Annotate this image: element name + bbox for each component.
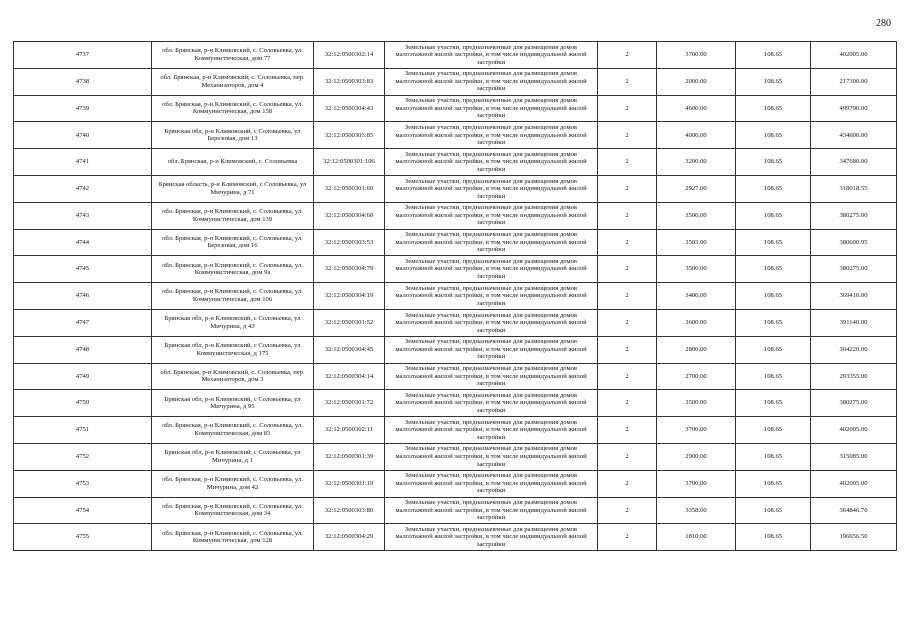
cadastral-value-cell: 369410.00: [811, 283, 897, 310]
table-row: [14, 229, 897, 256]
area-cell: 4000.00: [657, 122, 736, 149]
table-row: [14, 524, 897, 551]
land-use-cell: Земельные участки, предназначенные для размещения домов малоэтажной жилой застройки, в том числе индивидуальной жилой застройки: [385, 202, 598, 229]
address-cell: обл. Брянская, р-н Климовский, с. Соловьевка, ул. Коммунистическая, дом 83: [152, 417, 314, 444]
cadastral-number-cell: 32:12:0500302:14: [314, 42, 385, 69]
category-cell: 2: [598, 256, 657, 283]
unit-value-cell: 108.65: [736, 95, 811, 122]
table-row: [14, 283, 897, 310]
address-cell: обл. Брянская, р-н Климовский, с. Соловьевка, ул. Коммунистическая, дом 139: [152, 202, 314, 229]
address-cell: обл. Брянская, р-н Климовский, с. Соловьевка, ул. Коммунистическая, дом 9а: [152, 256, 314, 283]
category-cell: 2: [598, 229, 657, 256]
area-cell: 3700.00: [657, 42, 736, 69]
cadastral-value-cell: 434600.00: [811, 122, 897, 149]
address-cell: обл. Брянская, р-н Климовский, с. Соловьевка, ул. Березовая, дом 16: [152, 229, 314, 256]
category-cell: 2: [598, 283, 657, 310]
cadastral-value-cell: 217300.00: [811, 68, 897, 95]
unit-value-cell: 108.65: [736, 122, 811, 149]
unit-value-cell: 108.65: [736, 443, 811, 470]
address-cell: Брянская область, р-н Климовский, с Соловьевка, ул Мичурина, д 71: [152, 175, 314, 202]
cadastral-value-cell: 402005.00: [811, 470, 897, 497]
row-number-cell: 4750: [14, 390, 152, 417]
area-cell: 3700.00: [657, 470, 736, 497]
area-cell: 2900.00: [657, 443, 736, 470]
address-cell: Брянская обл, р-н Климовский, с Соловьевка, ул Мичурина, д 43: [152, 309, 314, 336]
table-row: [14, 470, 897, 497]
address-cell: обл. Брянская, р-н Климовский, с. Соловьевка, ул. Коммунистическая, дом 128: [152, 524, 314, 551]
cadastral-value-cell: 380600.95: [811, 229, 897, 256]
category-cell: 2: [598, 497, 657, 524]
unit-value-cell: 108.65: [736, 309, 811, 336]
category-cell: 2: [598, 417, 657, 444]
unit-value-cell: 108.65: [736, 417, 811, 444]
category-cell: 2: [598, 68, 657, 95]
cadastral-number-cell: 32:12:0500301:106: [314, 149, 385, 176]
land-use-cell: Земельные участки, предназначенные для размещения домов малоэтажной жилой застройки, в том числе индивидуальной жилой застройки: [385, 122, 598, 149]
address-cell: обл. Брянская, р-н Климовский, с. Соловьевка, пер. Механизаторов, дом 3: [152, 363, 314, 390]
table-body: [14, 42, 897, 551]
cadastral-number-cell: 32:12:0500304:29: [314, 524, 385, 551]
address-cell: обл. Брянская, р-н Климовский, с. Соловьевка, ул. Коммунистическая, дом 158: [152, 95, 314, 122]
address-cell: обл. Брянская, р-н Климовский, с. Соловьевка, ул. Мичурина, дом 42: [152, 470, 314, 497]
row-number-cell: 4742: [14, 175, 152, 202]
table-row: [14, 122, 897, 149]
area-cell: 3500.00: [657, 256, 736, 283]
address-cell: обл. Брянская, р-н Климовский, с. Соловьевка: [152, 149, 314, 176]
land-use-cell: Земельные участки, предназначенные для размещения домов малоэтажной жилой застройки, в том числе индивидуальной жилой застройки: [385, 497, 598, 524]
table-row: [14, 256, 897, 283]
land-use-cell: Земельные участки, предназначенные для размещения домов малоэтажной жилой застройки, в том числе индивидуальной жилой застройки: [385, 390, 598, 417]
table-row: [14, 309, 897, 336]
cadastral-number-cell: 32:12:0500301:72: [314, 390, 385, 417]
area-cell: 2000.00: [657, 68, 736, 95]
unit-value-cell: 108.65: [736, 336, 811, 363]
area-cell: 3500.00: [657, 390, 736, 417]
address-cell: обл. Брянская, р-н Климовский, с. Соловьевка, пер. Механизаторов, дом 4: [152, 68, 314, 95]
cadastral-value-cell: 380275.00: [811, 256, 897, 283]
category-cell: 2: [598, 202, 657, 229]
table-row: [14, 363, 897, 390]
table-row: [14, 443, 897, 470]
row-number-cell: 4748: [14, 336, 152, 363]
row-number-cell: 4739: [14, 95, 152, 122]
unit-value-cell: 108.65: [736, 524, 811, 551]
address-cell: Брянская обл, р-н Климовский, с Соловьевка, ул Березовая, дом 13: [152, 122, 314, 149]
address-cell: обл. Брянская, р-н Климовский, с. Соловьевка, ул. Коммунистическая, дом 106: [152, 283, 314, 310]
cadastral-value-cell: 347680.00: [811, 149, 897, 176]
row-number-cell: 4746: [14, 283, 152, 310]
cadastral-value-cell: 196656.50: [811, 524, 897, 551]
cadastral-number-cell: 32:12:0500301:19: [314, 470, 385, 497]
land-use-cell: Земельные участки, предназначенные для размещения домов малоэтажной жилой застройки, в том числе индивидуальной жилой застройки: [385, 175, 598, 202]
cadastral-value-cell: 402005.00: [811, 42, 897, 69]
land-use-cell: Земельные участки, предназначенные для размещения домов малоэтажной жилой застройки, в том числе индивидуальной жилой застройки: [385, 149, 598, 176]
table-row: [14, 202, 897, 229]
cadastral-number-cell: 32:12:0500304:79: [314, 256, 385, 283]
land-use-cell: Земельные участки, предназначенные для размещения домов малоэтажной жилой застройки, в том числе индивидуальной жилой застройки: [385, 470, 598, 497]
land-use-cell: Земельные участки, предназначенные для размещения домов малоэтажной жилой застройки, в том числе индивидуальной жилой застройки: [385, 283, 598, 310]
unit-value-cell: 108.65: [736, 283, 811, 310]
land-use-cell: Земельные участки, предназначенные для размещения домов малоэтажной жилой застройки, в том числе индивидуальной жилой застройки: [385, 363, 598, 390]
unit-value-cell: 108.65: [736, 68, 811, 95]
cadastral-value-cell: 293355.00: [811, 363, 897, 390]
cadastral-value-cell: 364846.70: [811, 497, 897, 524]
land-use-cell: Земельные участки, предназначенные для размещения домов малоэтажной жилой застройки, в том числе индивидуальной жилой застройки: [385, 524, 598, 551]
cadastral-number-cell: 32:12:0500302:11: [314, 417, 385, 444]
row-number-cell: 4753: [14, 470, 152, 497]
cadastral-number-cell: 32:12:0500303:80: [314, 497, 385, 524]
land-registry-table: [13, 41, 897, 551]
land-use-cell: Земельные участки, предназначенные для размещения домов малоэтажной жилой застройки, в том числе индивидуальной жилой застройки: [385, 336, 598, 363]
category-cell: 2: [598, 524, 657, 551]
table-row: [14, 497, 897, 524]
row-number-cell: 4755: [14, 524, 152, 551]
category-cell: 2: [598, 443, 657, 470]
land-use-cell: Земельные участки, предназначенные для размещения домов малоэтажной жилой застройки, в том числе индивидуальной жилой застройки: [385, 443, 598, 470]
row-number-cell: 4751: [14, 417, 152, 444]
table-row: [14, 175, 897, 202]
address-cell: Брянская обл, р-н Климовский, с Соловьевка, ул Мичурина, д 1: [152, 443, 314, 470]
table-row: [14, 68, 897, 95]
cadastral-value-cell: 304220.00: [811, 336, 897, 363]
cadastral-number-cell: 32:12:0500304:19: [314, 283, 385, 310]
cadastral-number-cell: 32:12:0500304:43: [314, 95, 385, 122]
row-number-cell: 4747: [14, 309, 152, 336]
address-cell: Брянская обл, р-н Климовский, с Соловьевка, ул Коммунистическая, д 175: [152, 336, 314, 363]
category-cell: 2: [598, 390, 657, 417]
cadastral-value-cell: 315085.00: [811, 443, 897, 470]
row-number-cell: 4743: [14, 202, 152, 229]
category-cell: 2: [598, 122, 657, 149]
row-number-cell: 4741: [14, 149, 152, 176]
area-cell: 3600.00: [657, 309, 736, 336]
row-number-cell: 4754: [14, 497, 152, 524]
cadastral-value-cell: 499790.00: [811, 95, 897, 122]
row-number-cell: 4744: [14, 229, 152, 256]
category-cell: 2: [598, 336, 657, 363]
row-number-cell: 4740: [14, 122, 152, 149]
area-cell: 3500.00: [657, 202, 736, 229]
address-cell: обл. Брянская, р-н Климовский, с. Соловьевка, ул. Коммунистическая, дом 34: [152, 497, 314, 524]
cadastral-value-cell: 402005.00: [811, 417, 897, 444]
land-use-cell: Земельные участки, предназначенные для размещения домов малоэтажной жилой застройки, в том числе индивидуальной жилой застройки: [385, 95, 598, 122]
area-cell: 2800.00: [657, 336, 736, 363]
category-cell: 2: [598, 175, 657, 202]
address-cell: обл. Брянская, р-н Климовский, с. Соловьевка, ул. Коммунистическая, дом 77: [152, 42, 314, 69]
category-cell: 2: [598, 42, 657, 69]
cadastral-number-cell: 32:12:0500301:39: [314, 443, 385, 470]
unit-value-cell: 108.65: [736, 470, 811, 497]
cadastral-value-cell: 391140.00: [811, 309, 897, 336]
area-cell: 3358.00: [657, 497, 736, 524]
cadastral-value-cell: 380275.00: [811, 390, 897, 417]
table-row: [14, 149, 897, 176]
unit-value-cell: 108.65: [736, 229, 811, 256]
cadastral-value-cell: 380275.00: [811, 202, 897, 229]
unit-value-cell: 108.65: [736, 175, 811, 202]
land-use-cell: Земельные участки, предназначенные для размещения домов малоэтажной жилой застройки, в том числе индивидуальной жилой застройки: [385, 417, 598, 444]
category-cell: 2: [598, 149, 657, 176]
unit-value-cell: 108.65: [736, 202, 811, 229]
cadastral-number-cell: 32:12:0500304:45: [314, 336, 385, 363]
area-cell: 1810.00: [657, 524, 736, 551]
land-use-cell: Земельные участки, предназначенные для размещения домов малоэтажной жилой застройки, в том числе индивидуальной жилой застройки: [385, 309, 598, 336]
area-cell: 4600.00: [657, 95, 736, 122]
unit-value-cell: 108.65: [736, 363, 811, 390]
unit-value-cell: 108.65: [736, 149, 811, 176]
area-cell: 3400.00: [657, 283, 736, 310]
land-use-cell: Земельные участки, предназначенные для размещения домов малоэтажной жилой застройки, в том числе индивидуальной жилой застройки: [385, 229, 598, 256]
row-number-cell: 4752: [14, 443, 152, 470]
area-cell: 2927.00: [657, 175, 736, 202]
cadastral-number-cell: 32:12:0500304:60: [314, 202, 385, 229]
cadastral-number-cell: 32:12:0500303:85: [314, 122, 385, 149]
row-number-cell: 4745: [14, 256, 152, 283]
unit-value-cell: 108.65: [736, 42, 811, 69]
unit-value-cell: 108.65: [736, 497, 811, 524]
table-row: [14, 42, 897, 69]
table-row: [14, 417, 897, 444]
cadastral-value-cell: 318018.55: [811, 175, 897, 202]
address-cell: Брянская обл, р-н Климовский, с Соловьевка, ул Мичурина, д 95: [152, 390, 314, 417]
area-cell: 3200.00: [657, 149, 736, 176]
unit-value-cell: 108.65: [736, 390, 811, 417]
cadastral-number-cell: 32:12:0500301:52: [314, 309, 385, 336]
unit-value-cell: 108.65: [736, 256, 811, 283]
row-number-cell: 4737: [14, 42, 152, 69]
cadastral-number-cell: 32:12:0500301:60: [314, 175, 385, 202]
area-cell: 3503.00: [657, 229, 736, 256]
area-cell: 2700.00: [657, 363, 736, 390]
land-use-cell: Земельные участки, предназначенные для размещения домов малоэтажной жилой застройки, в том числе индивидуальной жилой застройки: [385, 68, 598, 95]
table-row: [14, 336, 897, 363]
row-number-cell: 4749: [14, 363, 152, 390]
category-cell: 2: [598, 95, 657, 122]
table-row: [14, 390, 897, 417]
cadastral-number-cell: 32:12:0500304:14: [314, 363, 385, 390]
category-cell: 2: [598, 470, 657, 497]
page-number: 280: [876, 18, 891, 29]
land-use-cell: Земельные участки, предназначенные для размещения домов малоэтажной жилой застройки, в том числе индивидуальной жилой застройки: [385, 256, 598, 283]
land-use-cell: Земельные участки, предназначенные для размещения домов малоэтажной жилой застройки, в том числе индивидуальной жилой застройки: [385, 42, 598, 69]
category-cell: 2: [598, 363, 657, 390]
area-cell: 3700.00: [657, 417, 736, 444]
row-number-cell: 4738: [14, 68, 152, 95]
cadastral-number-cell: 32:12:0500303:53: [314, 229, 385, 256]
table-row: [14, 95, 897, 122]
cadastral-number-cell: 32:12:0500303:83: [314, 68, 385, 95]
category-cell: 2: [598, 309, 657, 336]
